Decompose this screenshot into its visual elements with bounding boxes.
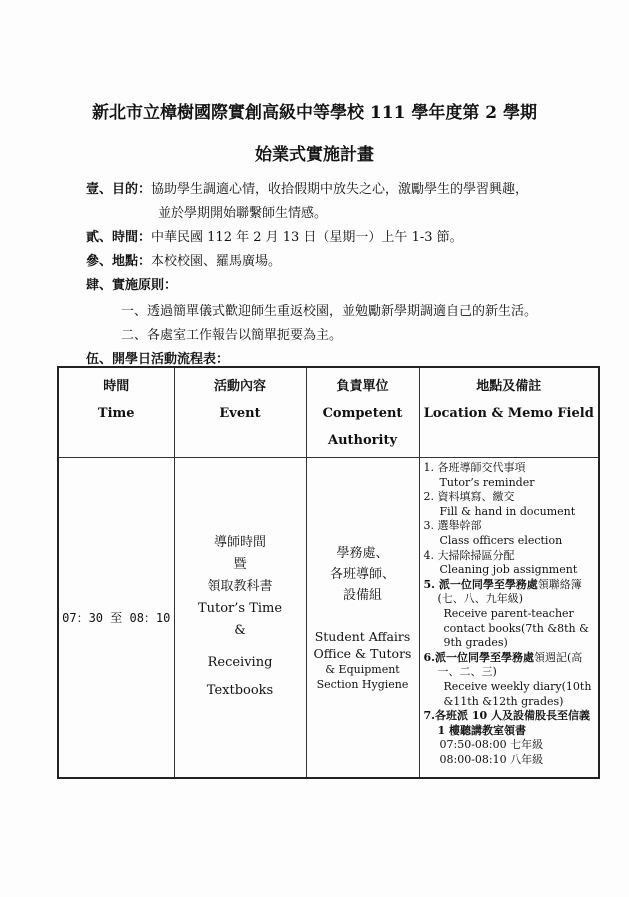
memo-item-6 [424, 651, 595, 709]
memo-item-2-en: Fill & hand in document [439, 504, 576, 518]
memo-item-4-zh: 4. 大掃除掃區分配 [423, 548, 515, 562]
purpose-text-continued: 並於學期開始聯繫師生情感。 [158, 206, 328, 221]
row-event-cell [174, 458, 306, 778]
header-unit-zh: 負責單位 [336, 379, 389, 394]
section-purpose [86, 178, 528, 197]
purpose-label: 壹、目的： [86, 182, 152, 197]
section-place [86, 250, 281, 269]
header-time-zh: 時間 [103, 379, 130, 394]
memo-item-1-en: Tutor’s reminder [439, 475, 535, 489]
purpose-text: 協助學生調適心情，收拾假期中放失之心，激勵學生的學習興趣， [151, 182, 529, 197]
document-title-line1: 新北市立樟樹國際實創高級中等學校 111 學年度第 2 學期 [92, 103, 537, 123]
memo-item-7-time-2: 08:00-08:10 八年級 [439, 752, 544, 766]
document-title-line2: 始業式實施計畫 [255, 145, 374, 165]
principle-item-2: 二、各處室工作報告以簡單扼要為主。 [121, 328, 343, 343]
memo-item-3-zh: 3. 選舉幹部 [423, 519, 482, 533]
memo-item-6-zh-bold: 6.派一位同學至學務處 [423, 650, 534, 664]
event-line-2: 暨 [233, 557, 247, 573]
schedule-table [57, 366, 600, 779]
row-unit-cell [306, 458, 419, 778]
section-schedule [86, 348, 229, 367]
event-line-7: Textbooks [206, 683, 274, 699]
header-unit-en2: Authority [327, 433, 397, 448]
event-line-6: Receiving [207, 655, 273, 671]
unit-line-1: 學務處、 [336, 545, 389, 561]
event-line-3: 領取教科書 [207, 579, 273, 595]
memo-item-1-zh: 1. 各班導師交代事項 [423, 461, 526, 474]
principle-label: 肆、實施原則： [86, 278, 178, 293]
header-time-en: Time [97, 406, 135, 421]
header-memo [419, 367, 599, 458]
header-memo-zh: 地點及備註 [476, 379, 542, 394]
schedule-label: 伍、開學日活動流程表： [86, 352, 230, 367]
memo-item-7 [424, 709, 595, 767]
row-time: 07：30 至 08：10 [62, 610, 171, 625]
memo-item-7-zh: 7.各班派 10 人及設備股長至信義 1 樓聽講教室領書 [423, 709, 590, 737]
header-time [58, 367, 174, 458]
event-line-1: 導師時間 [213, 535, 266, 551]
header-event-zh: 活動內容 [213, 379, 266, 394]
memo-item-5 [424, 578, 595, 651]
place-label: 參、地點： [86, 254, 152, 269]
memo-item-5-zh-bold: 5. 派一位同學至學務處 [423, 577, 538, 591]
section-principle [86, 274, 177, 293]
time-label: 貳、時間： [86, 230, 152, 245]
memo-item-1 [424, 461, 595, 490]
header-unit [306, 367, 419, 458]
memo-item-6-zh-rest: 領週記(高一、二、三) [437, 650, 583, 679]
principle-item-1: 一、透過簡單儀式歡迎師生重返校園，並勉勵新學期調適自己的新生活。 [121, 304, 538, 319]
unit-line-2: 各班導師、 [329, 566, 395, 582]
unit-en-2: Office & Tutors [313, 645, 412, 661]
row-time-cell [58, 458, 174, 778]
memo-item-3 [424, 519, 595, 548]
memo-item-5-en: Receive parent-teacher contact books(7th &8th & 9th grades) [443, 606, 589, 650]
memo-item-6-zh [424, 651, 595, 680]
unit-en-4: Section Hygiene [316, 677, 409, 691]
header-memo-en: Location & Memo Field [423, 406, 594, 421]
header-event [174, 367, 306, 458]
memo-item-4-en: Cleaning job assignment [439, 563, 578, 577]
unit-en-3: & Equipment [325, 662, 400, 676]
section-time [86, 226, 463, 245]
event-line-4: Tutor’s Time [197, 601, 283, 617]
place-text: 本校校園、羅馬廣場。 [151, 254, 282, 269]
memo-item-7-time-1: 07:50-08:00 七年級 [439, 738, 544, 752]
table-row [58, 458, 599, 778]
event-line-5: & [234, 623, 246, 639]
unit-line-3: 設備組 [342, 587, 382, 603]
memo-item-2 [424, 490, 595, 519]
memo-item-6-en: Receive weekly diary(10th &11th &12th grades) [443, 679, 592, 708]
header-unit-en1: Competent [322, 406, 403, 421]
table-header-row [58, 367, 599, 458]
memo-item-3-en: Class officers election [439, 533, 563, 547]
time-text: 中華民國 112 年 2 月 13 日（星期一）上午 1-3 節。 [151, 230, 463, 245]
memo-item-2-zh: 2. 資料填寫、繳交 [423, 490, 515, 504]
unit-en-1: Student Affairs [314, 628, 411, 644]
memo-item-5-zh [424, 578, 595, 607]
header-event-en: Event [219, 406, 261, 421]
row-memo-cell [419, 458, 599, 778]
memo-item-5-zh-rest: 領聯絡簿(七、八、九年級) [437, 577, 582, 606]
memo-item-4 [424, 549, 595, 578]
